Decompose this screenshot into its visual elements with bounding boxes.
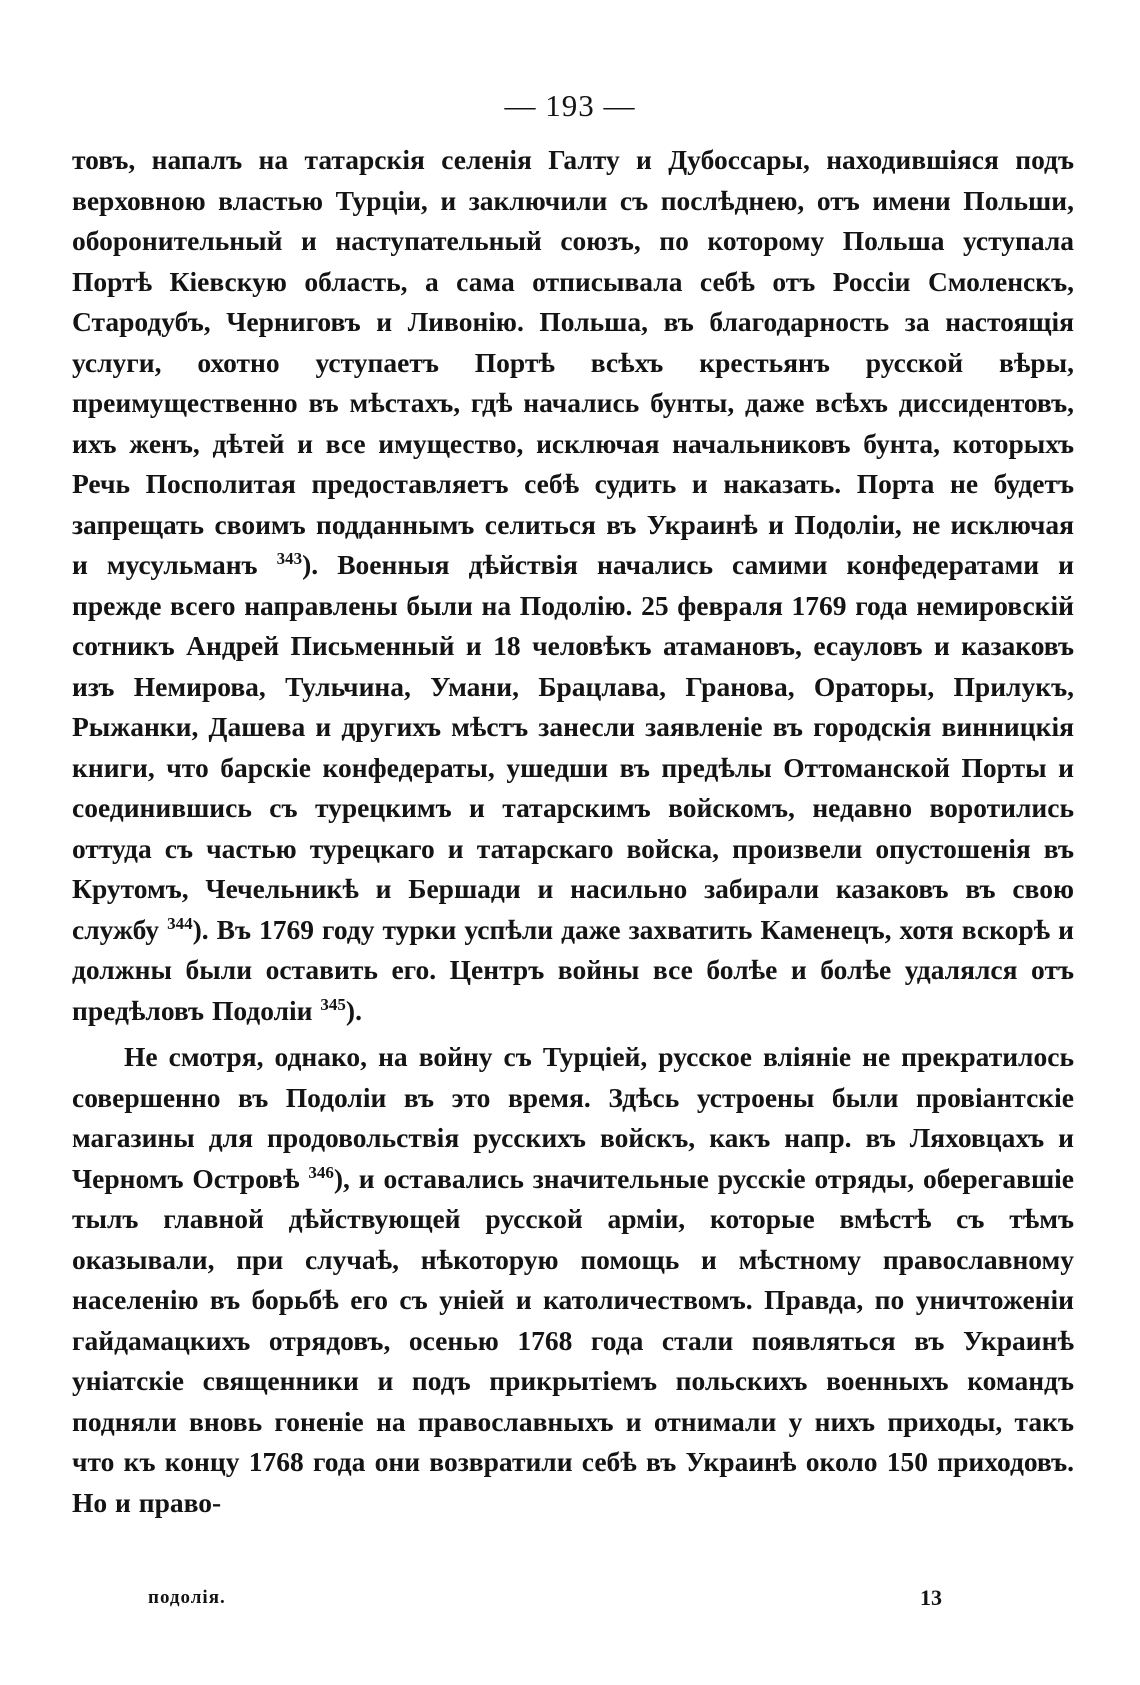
paragraph-1-text-d: ).	[345, 994, 362, 1026]
paragraph-1-text-b: ). Военныя дѣйствія начались самими конфедератами и прежде всего направлены были на Подолію. 25 февраля 1769 года немировскій сотникъ Андрей Письменный и 18 человѣкъ атамановъ, есауловъ и казаковъ изъ Немирова, Тульчина, Умани, Брацлава, Гранова, Ораторы, Прилукъ, Рыжанки, Дашева и другихъ мѣстъ занесли заявленіе въ городскія винницкія книги, что барскіе конфедераты, ушедши въ предѣлы Оттоманской Порты и соединившись съ турецкимъ и татарскимъ войскомъ, недавно воротились оттуда съ частью турецкаго и татарскаго войска, произвели опустошенія въ Крутомъ, Чечельникѣ и Бершади и насильно забирали казаковъ въ свою службу	[72, 549, 1074, 945]
sheet-number: 13	[920, 1585, 942, 1610]
paragraph-2-text-a: Не смотря, однако, на войну съ Турціей, русское вліяніе не прекратилось совершенно въ Подоліи въ это время. Здѣсь устроены были провіантскіе магазины для продовольствія русскихъ войскъ, какъ напр. въ Ляховцахъ и Черномъ Островѣ	[72, 1041, 1074, 1194]
footnote-ref-345: 345	[320, 994, 346, 1014]
printer-signature: подолія.	[148, 1587, 226, 1608]
paragraph-2	[72, 1037, 1074, 1523]
paragraph-1-text-a: товъ, напалъ на татарскія селенія Галту и Дубоссары, находившіяся подъ верховною властью Турціи, и заключили съ послѣднею, отъ имени Польши, оборонительный и наступательный союзъ, по которому Польша уступала Портѣ Кіевскую область, а сама отписывала себѣ отъ Россіи Смоленскъ, Стародубъ, Черниговъ и Ливонію. Польша, въ благодарность за настоящія услуги, охотно уступаетъ Портѣ всѣхъ крестьянъ русской вѣры, преимущественно въ мѣстахъ, гдѣ начались бунты, даже всѣхъ диссидентовъ, ихъ женъ, дѣтей и все имущество, исключая начальниковъ бунта, которыхъ Речь Посполитая предоставляетъ себѣ судить и наказать. Порта не будетъ запрещать своимъ подданнымъ селиться въ Украинѣ и Подоліи, не исключая и мусульманъ	[72, 144, 1074, 580]
footnote-ref-343: 343	[276, 548, 303, 568]
footnote-ref-346: 346	[308, 1162, 334, 1182]
paragraph-1-text-c: ). Въ 1769 году турки успѣли даже захватить Каменецъ, хотя вскорѣ и должны были оставить его. Центръ войны все болѣе и болѣе удалялся отъ предѣловъ Подоліи	[72, 913, 1074, 1026]
page-number: — 193 —	[504, 88, 636, 123]
footnote-ref-344: 344	[167, 913, 193, 933]
page-footer	[148, 1587, 948, 1617]
paragraph-1	[72, 140, 1074, 1031]
paragraph-2-text-b: ), и оставались значительные русскіе отряды, оберегавшіе тылъ главной дѣйствующей русской арміи, которые вмѣстѣ съ тѣмъ оказывали, при случаѣ, нѣкоторую помощь и мѣстному православному населенію въ борьбѣ его съ уніей и католичествомъ. Правда, по уничтоженіи гайдамацкихъ отрядовъ, осенью 1768 года стали появляться въ Украинѣ уніатскіе священники и подъ прикрытіемъ польскихъ военныхъ командъ подняли вновь гоненіе на православныхъ и отнимали у нихъ приходы, такъ что къ концу 1768 года они возвратили себѣ въ Украинѣ около 150 приходовъ. Но и право-	[72, 1162, 1075, 1518]
main-text	[72, 140, 1074, 1523]
